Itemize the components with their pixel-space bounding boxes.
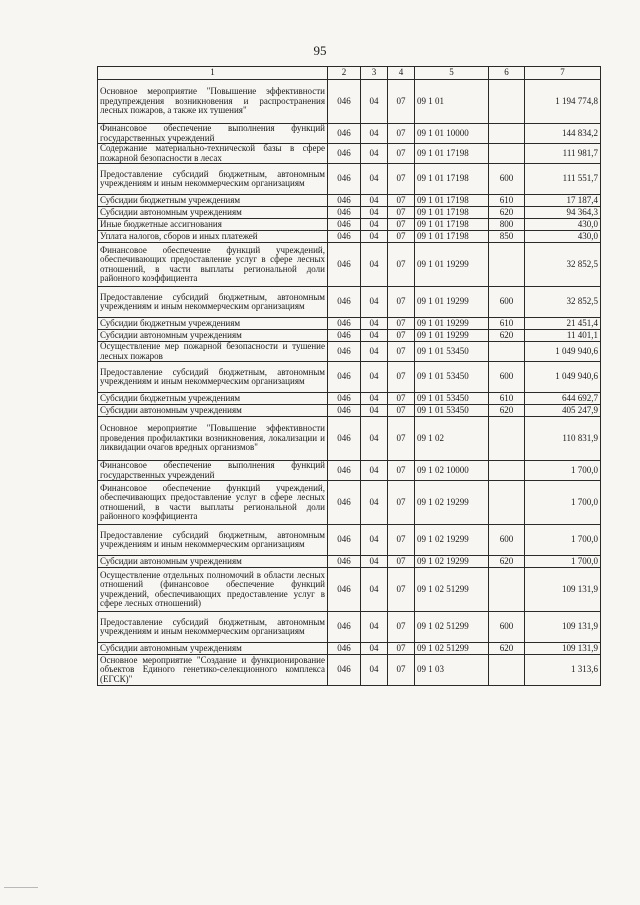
expense-type-code: 600 [489, 362, 525, 393]
subsection-code: 07 [388, 164, 415, 195]
row-name: Финансовое обеспечение выполнения функций государственных учреждений [98, 124, 328, 144]
amount: 1 194 774,8 [525, 80, 601, 124]
budget-table [97, 66, 601, 686]
table-row [98, 393, 601, 405]
ministry-code: 046 [328, 612, 361, 643]
table-row [98, 330, 601, 342]
row-name: Субсидии автономным учреждениям [98, 207, 328, 219]
row-name: Субсидии бюджетным учреждениям [98, 393, 328, 405]
section-code: 04 [361, 342, 388, 362]
target-item-code: 09 1 01 53450 [415, 342, 489, 362]
table-row [98, 80, 601, 124]
table-row [98, 362, 601, 393]
row-name: Финансовое обеспечение функций учреждений, обеспечивающих предоставление услуг в сфере лесных отношений, в части выплаты региональной доли районного коэффициента [98, 481, 328, 525]
section-code: 04 [361, 164, 388, 195]
amount: 110 831,9 [525, 417, 601, 461]
row-name: Содержание материально-технической базы в сфере пожарной безопасности в лесах [98, 144, 328, 164]
subsection-code: 07 [388, 80, 415, 124]
table-row [98, 568, 601, 612]
subsection-code: 07 [388, 568, 415, 612]
row-name: Предоставление субсидий бюджетным, автономным учреждениям и иным некоммерческим организациям [98, 612, 328, 643]
amount: 1 049 940,6 [525, 342, 601, 362]
amount: 1 700,0 [525, 461, 601, 481]
table-row [98, 417, 601, 461]
section-code: 04 [361, 461, 388, 481]
target-item-code: 09 1 02 10000 [415, 461, 489, 481]
expense-type-code: 600 [489, 525, 525, 556]
ministry-code: 046 [328, 481, 361, 525]
table-row [98, 405, 601, 417]
row-name: Иные бюджетные ассигнования [98, 219, 328, 231]
ministry-code: 046 [328, 231, 361, 243]
target-item-code: 09 1 02 [415, 417, 489, 461]
column-header-section: 3 [361, 67, 388, 80]
expense-type-code: 600 [489, 287, 525, 318]
subsection-code: 07 [388, 231, 415, 243]
target-item-code: 09 1 01 19299 [415, 318, 489, 330]
expense-type-code [489, 481, 525, 525]
expense-type-code: 800 [489, 219, 525, 231]
ministry-code: 046 [328, 655, 361, 686]
subsection-code: 07 [388, 643, 415, 655]
table-row [98, 231, 601, 243]
ministry-code: 046 [328, 643, 361, 655]
ministry-code: 046 [328, 568, 361, 612]
amount: 21 451,4 [525, 318, 601, 330]
target-item-code: 09 1 01 53450 [415, 362, 489, 393]
ministry-code: 046 [328, 80, 361, 124]
row-name: Основное мероприятие "Повышение эффективности предупреждения возникновения и распространения лесных пожаров, а также их тушения" [98, 80, 328, 124]
target-item-code: 09 1 01 17198 [415, 219, 489, 231]
section-code: 04 [361, 207, 388, 219]
amount: 430,0 [525, 231, 601, 243]
target-item-code: 09 1 01 [415, 80, 489, 124]
amount: 32 852,5 [525, 243, 601, 287]
section-code: 04 [361, 568, 388, 612]
section-code: 04 [361, 525, 388, 556]
section-code: 04 [361, 612, 388, 643]
section-code: 04 [361, 643, 388, 655]
ministry-code: 046 [328, 164, 361, 195]
expense-type-code: 620 [489, 556, 525, 568]
row-name: Основное мероприятие "Создание и функционирование объектов Единого генетико-селекционного комплекса (ЕГСК)" [98, 655, 328, 686]
expense-type-code [489, 568, 525, 612]
row-name: Субсидии автономным учреждениям [98, 405, 328, 417]
table-row [98, 342, 601, 362]
target-item-code: 09 1 02 19299 [415, 556, 489, 568]
table-row [98, 195, 601, 207]
ministry-code: 046 [328, 287, 361, 318]
amount: 109 131,9 [525, 568, 601, 612]
subsection-code: 07 [388, 243, 415, 287]
target-item-code: 09 1 01 10000 [415, 124, 489, 144]
ministry-code: 046 [328, 124, 361, 144]
amount: 17 187,4 [525, 195, 601, 207]
ministry-code: 046 [328, 393, 361, 405]
ministry-code: 046 [328, 461, 361, 481]
expense-type-code: 610 [489, 318, 525, 330]
amount: 405 247,9 [525, 405, 601, 417]
table-row [98, 318, 601, 330]
target-item-code: 09 1 01 19299 [415, 287, 489, 318]
ministry-code: 046 [328, 207, 361, 219]
expense-type-code: 610 [489, 393, 525, 405]
target-item-code: 09 1 01 17198 [415, 207, 489, 219]
amount: 430,0 [525, 219, 601, 231]
subsection-code: 07 [388, 330, 415, 342]
table-row [98, 287, 601, 318]
target-item-code: 09 1 02 19299 [415, 481, 489, 525]
column-header-subsection: 4 [388, 67, 415, 80]
ministry-code: 046 [328, 556, 361, 568]
subsection-code: 07 [388, 481, 415, 525]
subsection-code: 07 [388, 362, 415, 393]
table-body [98, 80, 601, 686]
section-code: 04 [361, 393, 388, 405]
target-item-code: 09 1 01 53450 [415, 393, 489, 405]
expense-type-code: 850 [489, 231, 525, 243]
ministry-code: 046 [328, 219, 361, 231]
subsection-code: 07 [388, 144, 415, 164]
amount: 144 834,2 [525, 124, 601, 144]
expense-type-code [489, 461, 525, 481]
section-code: 04 [361, 655, 388, 686]
expense-type-code: 620 [489, 643, 525, 655]
expense-type-code [489, 342, 525, 362]
amount: 109 131,9 [525, 643, 601, 655]
target-item-code: 09 1 01 17198 [415, 164, 489, 195]
row-name: Осуществление отдельных полномочий в области лесных отношений (финансовое обеспечение функций учреждений, обеспечивающих предоставление услуг в сфере лесных отношений) [98, 568, 328, 612]
expense-type-code: 620 [489, 207, 525, 219]
amount: 1 313,6 [525, 655, 601, 686]
target-item-code: 09 1 01 17198 [415, 195, 489, 207]
ministry-code: 046 [328, 417, 361, 461]
expense-type-code [489, 124, 525, 144]
ministry-code: 046 [328, 195, 361, 207]
table-row [98, 525, 601, 556]
target-item-code: 09 1 02 51299 [415, 568, 489, 612]
section-code: 04 [361, 287, 388, 318]
subsection-code: 07 [388, 219, 415, 231]
section-code: 04 [361, 219, 388, 231]
target-item-code: 09 1 01 53450 [415, 405, 489, 417]
subsection-code: 07 [388, 655, 415, 686]
expense-type-code: 600 [489, 612, 525, 643]
expense-type-code [489, 655, 525, 686]
column-header-expense-type: 6 [489, 67, 525, 80]
target-item-code: 09 1 02 19299 [415, 525, 489, 556]
ministry-code: 046 [328, 525, 361, 556]
column-header-ministry: 2 [328, 67, 361, 80]
target-item-code: 09 1 01 17198 [415, 231, 489, 243]
section-code: 04 [361, 556, 388, 568]
row-name: Предоставление субсидий бюджетным, автономным учреждениям и иным некоммерческим организациям [98, 164, 328, 195]
target-item-code: 09 1 01 19299 [415, 243, 489, 287]
expense-type-code: 620 [489, 405, 525, 417]
expense-type-code: 610 [489, 195, 525, 207]
amount: 111 981,7 [525, 144, 601, 164]
ministry-code: 046 [328, 144, 361, 164]
table-row [98, 556, 601, 568]
column-header-target-item: 5 [415, 67, 489, 80]
table-row [98, 243, 601, 287]
section-code: 04 [361, 80, 388, 124]
table-row [98, 612, 601, 643]
table-row [98, 481, 601, 525]
section-code: 04 [361, 231, 388, 243]
row-name: Субсидии автономным учреждениям [98, 330, 328, 342]
table-row [98, 655, 601, 686]
section-code: 04 [361, 481, 388, 525]
section-code: 04 [361, 243, 388, 287]
table-row [98, 219, 601, 231]
column-header-name: 1 [98, 67, 328, 80]
amount: 644 692,7 [525, 393, 601, 405]
target-item-code: 09 1 01 19299 [415, 330, 489, 342]
subsection-code: 07 [388, 405, 415, 417]
amount: 1 700,0 [525, 556, 601, 568]
amount: 32 852,5 [525, 287, 601, 318]
subsection-code: 07 [388, 417, 415, 461]
section-code: 04 [361, 124, 388, 144]
table-row [98, 164, 601, 195]
table-row [98, 124, 601, 144]
row-name: Предоставление субсидий бюджетным, автономным учреждениям и иным некоммерческим организациям [98, 525, 328, 556]
table-row [98, 207, 601, 219]
target-item-code: 09 1 01 17198 [415, 144, 489, 164]
subsection-code: 07 [388, 287, 415, 318]
amount: 94 364,3 [525, 207, 601, 219]
target-item-code: 09 1 03 [415, 655, 489, 686]
expense-type-code [489, 80, 525, 124]
section-code: 04 [361, 195, 388, 207]
row-name: Предоставление субсидий бюджетным, автономным учреждениям и иным некоммерческим организациям [98, 287, 328, 318]
subsection-code: 07 [388, 318, 415, 330]
section-code: 04 [361, 330, 388, 342]
row-name: Основное мероприятие "Повышение эффективности проведения профилактики возникновения, локализации и ликвидации очагов вредных организмов" [98, 417, 328, 461]
subsection-code: 07 [388, 342, 415, 362]
section-code: 04 [361, 405, 388, 417]
row-name: Субсидии автономным учреждениям [98, 556, 328, 568]
ministry-code: 046 [328, 362, 361, 393]
expense-type-code [489, 243, 525, 287]
expense-type-code [489, 417, 525, 461]
amount: 11 401,1 [525, 330, 601, 342]
subsection-code: 07 [388, 393, 415, 405]
row-name: Субсидии бюджетным учреждениям [98, 195, 328, 207]
table-row [98, 643, 601, 655]
table-row [98, 461, 601, 481]
table-header-row [98, 67, 601, 80]
row-name: Уплата налогов, сборов и иных платежей [98, 231, 328, 243]
row-name: Финансовое обеспечение функций учреждений, обеспечивающих предоставление услуг в сфере лесных отношений, в части выплаты региональной доли районного коэффициента [98, 243, 328, 287]
section-code: 04 [361, 417, 388, 461]
page-number: 95 [313, 43, 327, 58]
target-item-code: 09 1 02 51299 [415, 612, 489, 643]
subsection-code: 07 [388, 461, 415, 481]
ministry-code: 046 [328, 342, 361, 362]
ministry-code: 046 [328, 405, 361, 417]
amount: 1 700,0 [525, 525, 601, 556]
target-item-code: 09 1 02 51299 [415, 643, 489, 655]
subsection-code: 07 [388, 195, 415, 207]
subsection-code: 07 [388, 124, 415, 144]
subsection-code: 07 [388, 207, 415, 219]
amount: 109 131,9 [525, 612, 601, 643]
ministry-code: 046 [328, 318, 361, 330]
row-name: Предоставление субсидий бюджетным, автономным учреждениям и иным некоммерческим организациям [98, 362, 328, 393]
table-row [98, 144, 601, 164]
scan-artifact-line [4, 887, 38, 888]
row-name: Субсидии бюджетным учреждениям [98, 318, 328, 330]
ministry-code: 046 [328, 243, 361, 287]
subsection-code: 07 [388, 612, 415, 643]
row-name: Осуществление мер пожарной безопасности и тушение лесных пожаров [98, 342, 328, 362]
row-name: Субсидии автономным учреждениям [98, 643, 328, 655]
subsection-code: 07 [388, 525, 415, 556]
expense-type-code: 600 [489, 164, 525, 195]
section-code: 04 [361, 362, 388, 393]
row-name: Финансовое обеспечение выполнения функций государственных учреждений [98, 461, 328, 481]
column-header-amount: 7 [525, 67, 601, 80]
amount: 1 049 940,6 [525, 362, 601, 393]
section-code: 04 [361, 144, 388, 164]
expense-type-code [489, 144, 525, 164]
section-code: 04 [361, 318, 388, 330]
amount: 111 551,7 [525, 164, 601, 195]
ministry-code: 046 [328, 330, 361, 342]
amount: 1 700,0 [525, 481, 601, 525]
expense-type-code: 620 [489, 330, 525, 342]
subsection-code: 07 [388, 556, 415, 568]
